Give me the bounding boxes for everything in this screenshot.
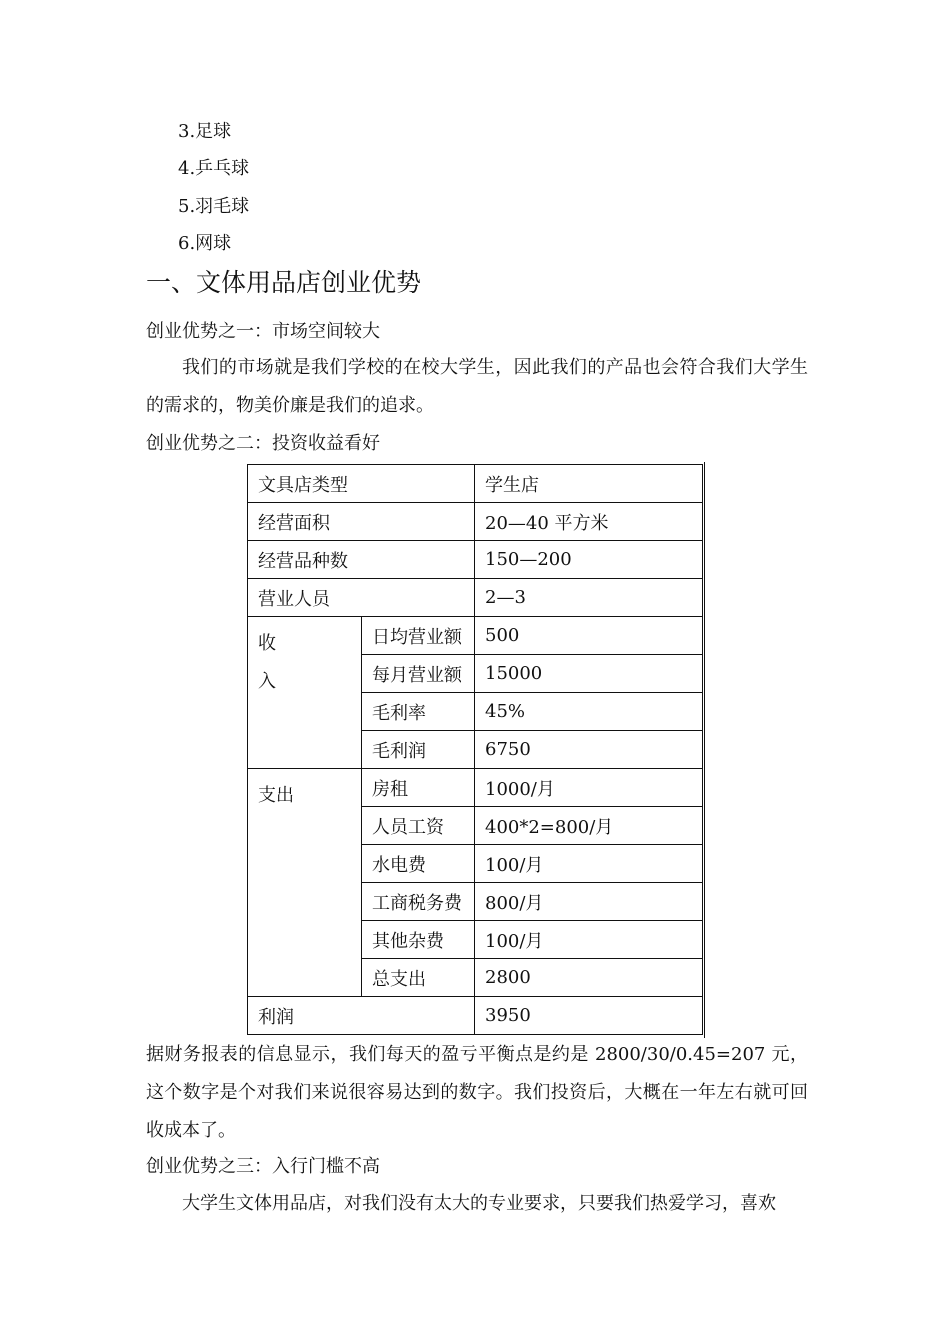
table-cell-value: 1000/月: [475, 769, 703, 807]
table-cell-value: 800/月: [475, 883, 703, 921]
table-cell-label: 利润: [248, 997, 475, 1035]
table-cell-label: 其他杂费: [362, 921, 475, 959]
table-cell-label: 水电费: [362, 845, 475, 883]
table-border-decoration: [704, 462, 705, 1038]
table-row: [248, 541, 703, 579]
table-row: [248, 579, 703, 617]
table-cell-label: 经营品种数: [248, 541, 475, 579]
table-cell-value: 3950: [475, 997, 703, 1035]
advantage-2-title: 创业优势之二：投资收益看好: [146, 433, 380, 454]
table-cell-value: 400*2=800/月: [475, 807, 703, 845]
expense-group-label: 支出: [248, 769, 362, 997]
advantage-3-body: 大学生文体用品店，对我们没有太大的专业要求，只要我们热爱学习，喜欢: [182, 1193, 776, 1214]
table-cell-value: 500: [475, 617, 703, 655]
advantage-1-title: 创业优势之一：市场空间较大: [146, 321, 380, 342]
table-cell-label: 文具店类型: [248, 465, 475, 503]
table-cell-label: 经营面积: [248, 503, 475, 541]
table-cell-value: 150—200: [475, 541, 703, 579]
advantage-1-body: 我们的市场就是我们学校的在校大学生，因此我们的产品也会符合我们大学生的需求的，物美价廉是我们的追求。: [146, 357, 808, 416]
table-cell-label: 工商税务费: [362, 883, 475, 921]
list-item: 3.足球: [178, 121, 232, 142]
table-cell-value: 15000: [475, 655, 703, 693]
list-item: 5.羽毛球: [178, 196, 250, 217]
list-item: 4.乒乓球: [178, 158, 250, 179]
table-cell-value: 学生店: [475, 465, 703, 503]
table-cell-value: 45%: [475, 693, 703, 731]
section-heading: 一、文体用品店创业优势: [146, 268, 422, 297]
table-row: [248, 465, 703, 503]
financial-analysis: 据财务报表的信息显示，我们每天的盈亏平衡点是约是 2800/30/0.45=207 元，这个数字是个对我们来说很容易达到的数字。我们投资后，大概在一年左右就可回收成本了。: [146, 1044, 808, 1141]
investment-table: [247, 464, 703, 1035]
table-row: [248, 997, 703, 1035]
table-cell-label: 营业人员: [248, 579, 475, 617]
table-cell-value: 6750: [475, 731, 703, 769]
table-cell-value: 100/月: [475, 845, 703, 883]
table-row: [248, 503, 703, 541]
table-cell-label: 人员工资: [362, 807, 475, 845]
table-cell-value: 2—3: [475, 579, 703, 617]
advantage-3-title: 创业优势之三：入行门槛不高: [146, 1156, 380, 1177]
table-cell-label: 毛利率: [362, 693, 475, 731]
table-cell-label: 房租: [362, 769, 475, 807]
table-row: [248, 769, 703, 807]
table-cell-label: 总支出: [362, 959, 475, 997]
income-group-label: 收 入: [248, 617, 362, 769]
table-cell-label: 日均营业额: [362, 617, 475, 655]
list-item: 6.网球: [178, 233, 232, 254]
table-cell-label: 每月营业额: [362, 655, 475, 693]
table-cell-value: 100/月: [475, 921, 703, 959]
table-cell-value: 2800: [475, 959, 703, 997]
table-cell-label: 毛利润: [362, 731, 475, 769]
table-cell-value: 20—40 平方米: [475, 503, 703, 541]
table-row: [248, 617, 703, 655]
